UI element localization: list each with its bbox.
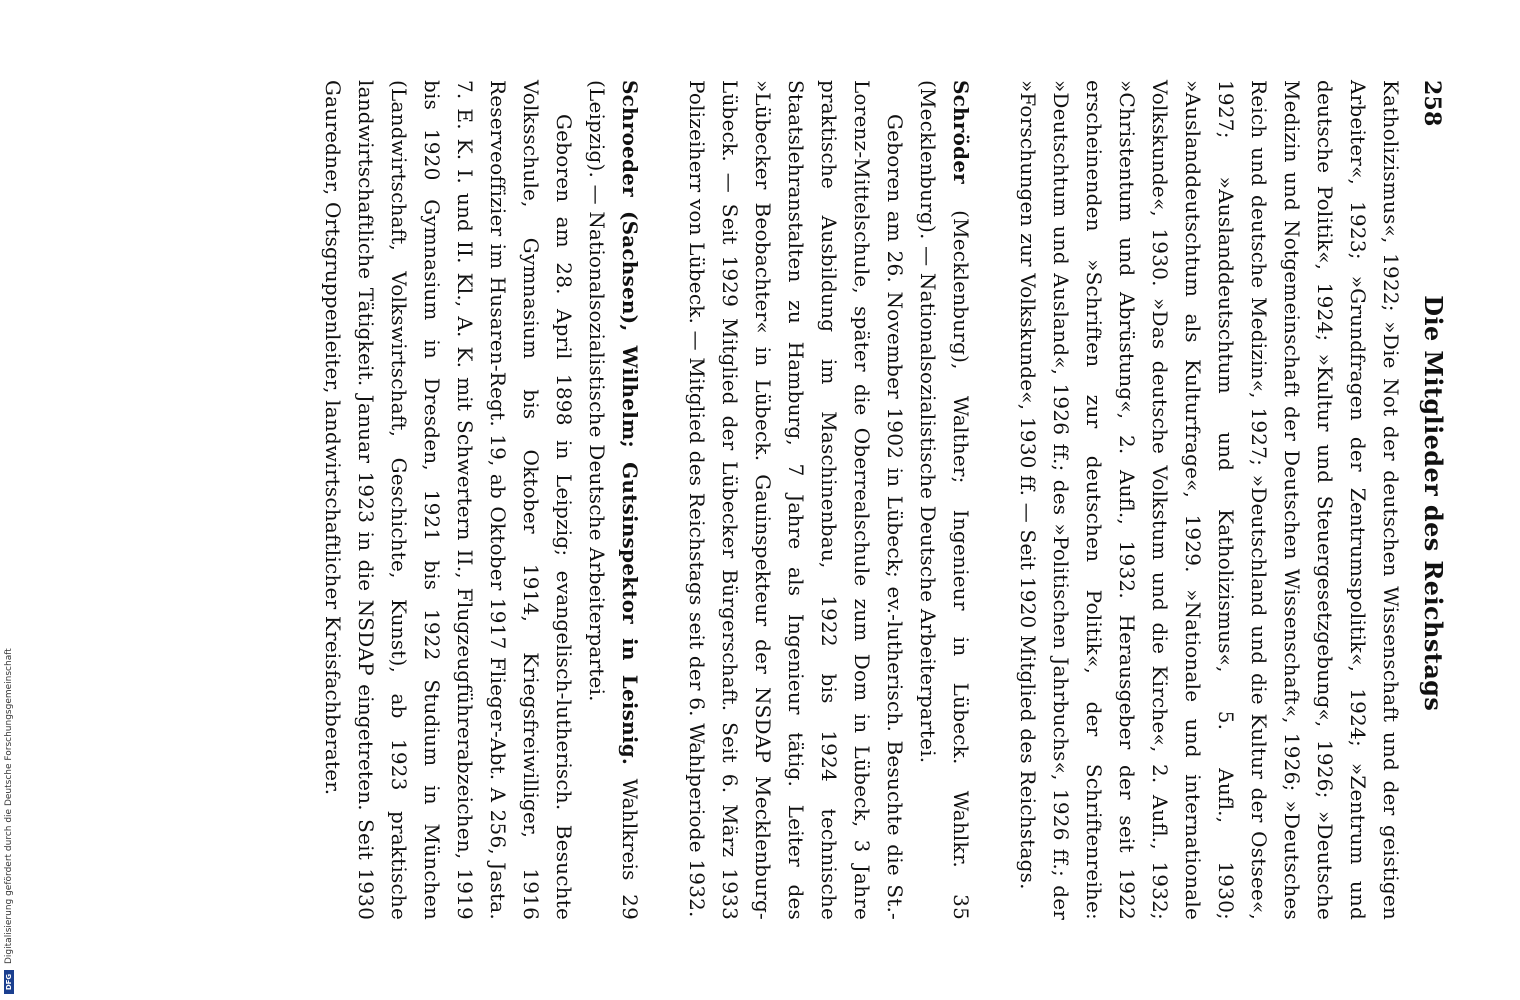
biography-entry — [316, 80, 646, 920]
credit-line — [2, 14, 16, 994]
credit-text: Digitalisierung gefördert durch die Deutsche Forschungsgemeinschaft — [4, 648, 14, 964]
running-title: Die Mitglieder des Reichstags — [1419, 295, 1448, 712]
entry-body: Geboren am 26. November 1902 in Lübeck; ev.-lutherisch. Besuchte die St.-Lorenz-Mittelschule, später die Oberrealschule zum Dom in Lübeck, 3 Jahre praktische Ausbildung im Maschinenbau, 1922 bis 1924 technische Staatslehranstalten zu Hamburg, 7 Jahre als Ingenieur tätig. Leiter des »Lübecker Beobachter« in Lübeck. Gauinspekteur der NSDAP Mecklenburg-Lübeck. — Seit 1929 Mitglied der Lübecker Bürgerschaft. Seit 6. März 1933 Polizeiherr von Lübeck. — Mitglied des Reichstags seit der 6. Wahlperiode 1932. — [685, 80, 907, 920]
entry-heading — [911, 80, 977, 920]
entry-name: Schroeder (Sachsen), Wilhelm; Gutsinspektor in Leisnig. — [618, 80, 642, 766]
biography-entry — [680, 80, 977, 920]
digitization-credit — [2, 0, 16, 994]
dfg-logo: DFG — [4, 970, 14, 994]
page-header — [1415, 80, 1450, 920]
entry-heading-details: (Mecklenburg), Walther; Ingenieur in Lübeck. Wahlkr. 35 (Mecklenburg). — Nationalsozialistische Deutsche Arbeiterpartei. — [916, 80, 973, 920]
page-number: 258 — [1419, 80, 1445, 127]
entry-heading-details: Wahlkreis 29 (Leipzig). — Nationalsozialistische Deutsche Arbeiterpartei. — [585, 80, 642, 920]
entry-heading — [580, 80, 646, 920]
continuation-paragraph: Katholizismus«, 1922; »Die Not der deutschen Wissenschaft und der geistigen Arbeiter«, 1923; »Grundfragen der Zentrumspolitik«, 1924; »Zentrum und deutsche Politik«, 1924; »Kultur und Steuergesetzgebung«, 1926; »Deutsche Medizin und Notgemeinschaft der Deutschen Wissenschaft«, 1926; »Deutsches Reich und deutsche Medizin«, 1927; »Deutschland und die Kultur der Ostsee«, 1927; »Auslanddeutschtum und Katholizismus«, 5. Aufl., 1930; »Auslanddeutschtum als Kulturfrage«, 1929. »Nationale und internationale Volkskunde«, 1930. »Das deutsche Volkstum und die Kirche«, 2. Aufl., 1932; »Christentum und Abrüstung«, 2. Aufl., 1932. Herausgeber der seit 1922 erscheinenden »Schriften zur deutschen Politik«, der Schriftenreihe: »Deutschtum und Ausland«, 1926 ff.; des »Politischen Jahrbuchs«, 1926 ff.; der »Forschungen zur Volkskunde«, 1930 ff. — Seit 1920 Mitglied des Reichstags. — [1016, 80, 1403, 920]
text-block — [30, 80, 1450, 920]
entry-name: Schröder — [949, 80, 973, 184]
entry-body: Geboren am 28. April 1898 in Leipzig; evangelisch-lutherisch. Besuchte Volksschule, Gymnasium bis Oktober 1914, Kriegsfreiwilliger, 1916 Reserveoffizier im Husaren-Regt. 19, ab Oktober 1917 Flieger-Abt. A 256, Jasta. 7. E. K. I. und II. Kl., A. K. mit Schwertern II., Flugzeugführerabzeichen, 1919 bis 1920 Gymnasium in Dresden, 1921 bis 1922 Studium in München (Landwirtschaft, Volkswirtschaft, Geschichte, Kunst), ab 1923 praktische landwirtschaftliche Tätigkeit. Januar 1923 in die NSDAP eingetreten. Seit 1930 Gauredner, Ortsgruppenleiter, landwirtschaftlicher Kreisfachberater. — [321, 80, 576, 920]
